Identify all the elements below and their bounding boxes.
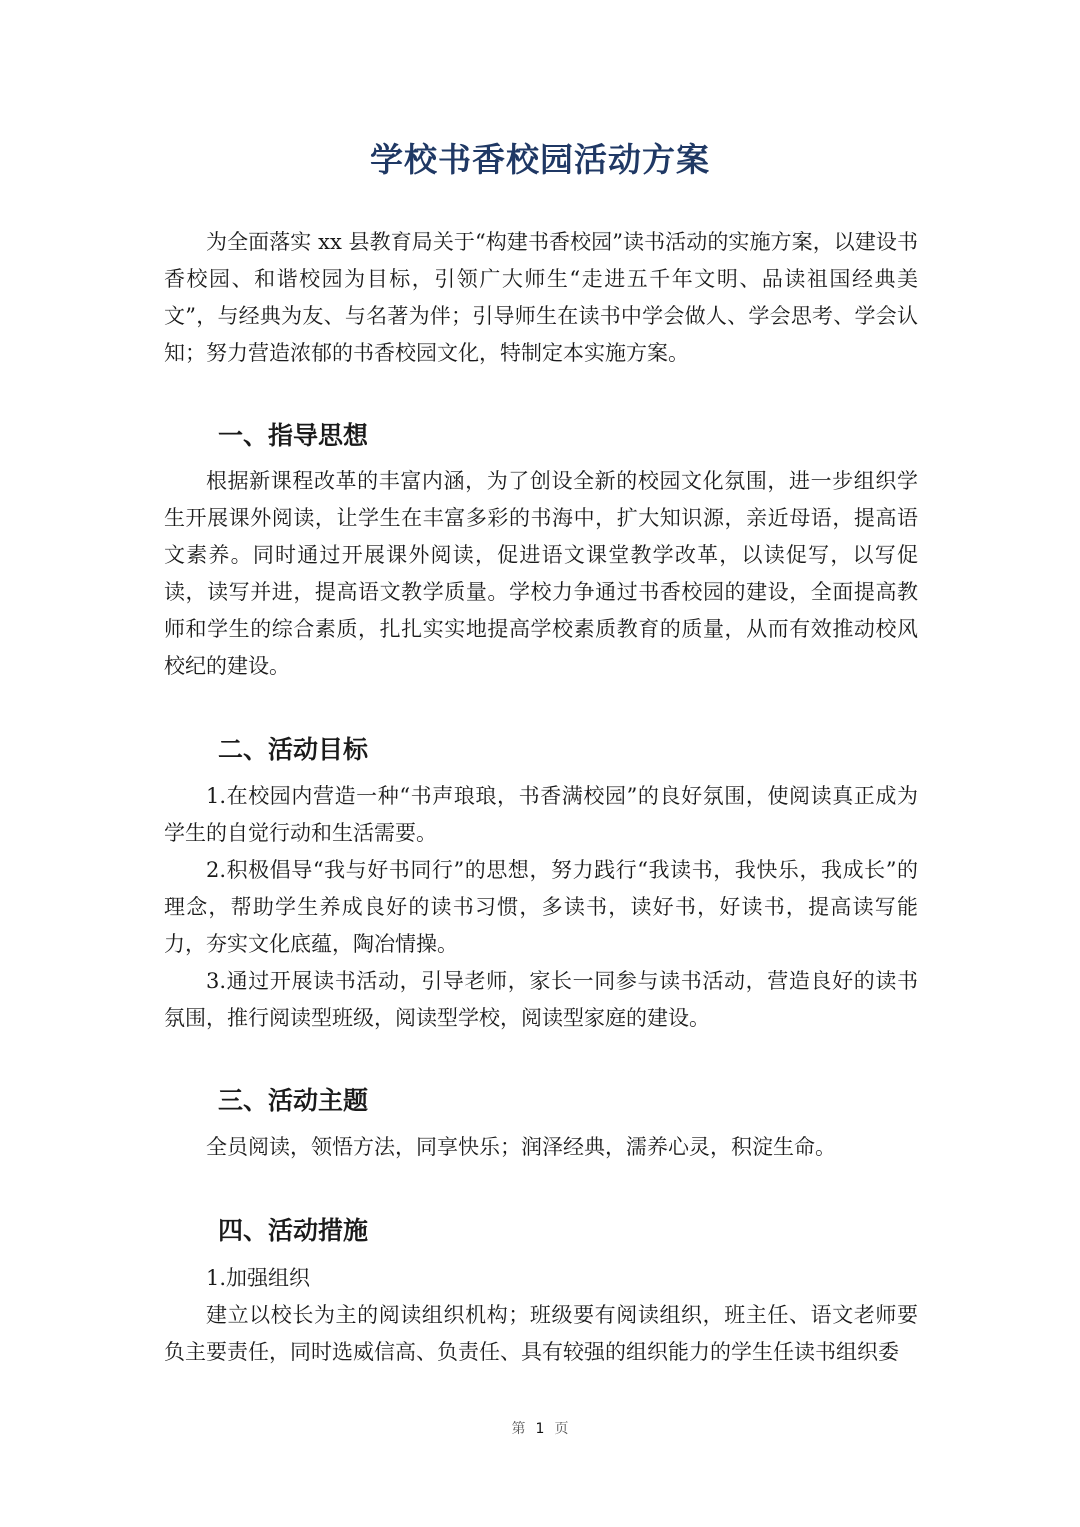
page-number: 1: [535, 1421, 545, 1437]
section-1-paragraph: 根据新课程改革的丰富内涵，为了创设全新的校园文化氛围，进一步组织学生开展课外阅读，让学生在丰富多彩的书海中，扩大知识源，亲近母语，提高语文素养。同时通过开展课外阅读，促进语文课堂教学改革，以读促写，以写促读，读写并进，提高语文教学质量。学校力争通过书香校园的建设，全面提高教师和学生的综合素质，扎扎实实地提高学校素质教育的质量，从而有效推动校风校纪的建设。: [164, 469, 918, 678]
goal-item-3: 3.通过开展读书活动，引导老师，家长一同参与读书活动，营造良好的读书氛围，推行阅读型班级，阅读型学校，阅读型家庭的建设。: [164, 969, 918, 1030]
section-heading-guiding-ideology: 一、指导思想: [218, 421, 369, 450]
theme-paragraph: 全员阅读，领悟方法，同享快乐；润泽经典，濡养心灵，积淀生命。: [206, 1135, 836, 1159]
footer-prefix: 第: [511, 1421, 526, 1437]
section-heading-activity-goals: 二、活动目标: [218, 735, 369, 764]
goal-item-2: 2.积极倡导“我与好书同行”的思想，努力践行“我读书，我快乐，我成长”的理念，帮助学生养成良好的读书习惯，多读书，读好书，好读书，提高读写能力，夯实文化底蕴，陶冶情操。: [164, 858, 918, 956]
section-heading-activity-measures: 四、活动措施: [218, 1216, 369, 1245]
intro-paragraph: 为全面落实 xx 县教育局关于“构建书香校园”读书活动的实施方案，以建设书香校园、和谐校园为目标，引领广大师生“走进五千年文明、品读祖国经典美文”，与经典为友、与名著为伴；引导师生在读书中学会做人、学会思考、学会认知；努力营造浓郁的书香校园文化，特制定本实施方案。: [164, 230, 918, 365]
document-title: 学校书香校园活动方案: [370, 140, 710, 179]
page-footer: [0, 1418, 1080, 1438]
goal-item-1: 1.在校园内营造一种“书声琅琅，书香满校园”的良好氛围，使阅读真正成为学生的自觉行动和生活需要。: [164, 784, 918, 845]
footer-suffix: 页: [554, 1421, 569, 1437]
measure-subheading-1: 1.加强组织: [206, 1266, 311, 1290]
measure-paragraph-1: 建立以校长为主的阅读组织机构；班级要有阅读组织，班主任、语文老师要负主要责任，同时选威信高、负责任、具有较强的组织能力的学生任读书组织委: [164, 1303, 918, 1364]
section-heading-activity-theme: 三、活动主题: [218, 1086, 369, 1115]
